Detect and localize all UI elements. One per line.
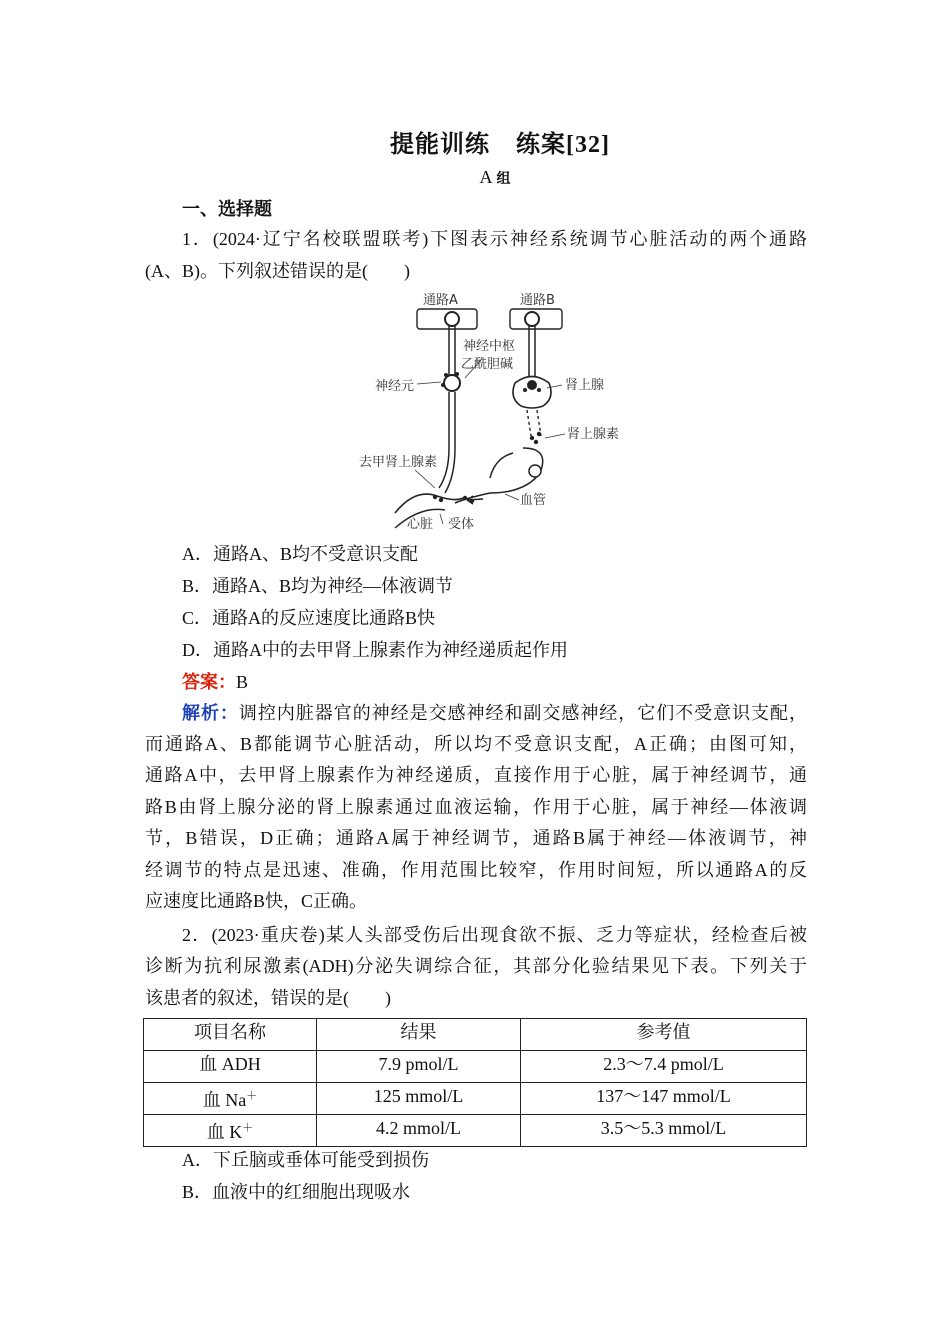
receptor-dot — [433, 495, 437, 499]
q2-option-a: A．下丘脑或垂体可能受到损伤 — [182, 1150, 429, 1170]
vesicle — [455, 372, 459, 376]
table-header: 项目名称 — [144, 1019, 317, 1051]
table-cell-item: 血 Na＋ — [144, 1083, 317, 1115]
section-heading: 一、选择题 — [182, 199, 272, 219]
nerve-pathway-diagram — [355, 288, 635, 534]
table-cell-item: 血 K＋ — [144, 1115, 317, 1147]
answer-value: B — [236, 672, 249, 692]
lab-results-table — [143, 1018, 807, 1147]
table-header-row — [144, 1019, 807, 1051]
label-heart: 心脏 — [407, 517, 434, 532]
analysis-line: 经调节的特点是迅速、准确，作用范围比较窄，作用时间短，所以通路A的反 — [145, 860, 807, 880]
table-cell-result: 7.9 pmol/L — [317, 1051, 521, 1083]
vesicle — [441, 383, 445, 387]
table-cell-result: 4.2 mmol/L — [317, 1115, 521, 1147]
leader-line — [417, 382, 441, 384]
label-acetylcholine: 乙酰胆碱 — [461, 357, 514, 372]
group-label: A 组 — [479, 167, 511, 187]
analysis-line: 解析：调控内脏器官的神经是交感神经和副交感神经，它们不受意识支配， — [182, 703, 807, 723]
vessel-section — [529, 465, 541, 477]
page-title: 提能训练 练案[32] — [390, 132, 610, 158]
leader-line — [505, 494, 519, 500]
q2-stem-line: 诊断为抗利尿激素(ADH)分泌失调综合征，其部分化验结果见下表。下列关于 — [145, 956, 807, 976]
label-receptor: 受体 — [448, 517, 475, 532]
table-header: 参考值 — [521, 1019, 807, 1051]
leader-line — [415, 470, 435, 488]
analysis-line: 路B由肾上腺分泌的肾上腺素通过血液运输，作用于心脏，属于神经—体液调 — [145, 797, 807, 817]
neuron-body-a — [445, 312, 459, 326]
axon-a-lower — [439, 392, 455, 493]
receptor-dot — [463, 496, 467, 500]
label-adrenaline: 肾上腺素 — [567, 427, 620, 442]
table-row — [144, 1051, 807, 1083]
label-pathway-a: 通路A — [423, 293, 458, 308]
label-blood-vessel: 血管 — [520, 493, 547, 508]
table-cell-reference: 137～147 mmol/L — [521, 1083, 807, 1115]
vesicle — [523, 388, 527, 392]
synapse-b — [527, 380, 537, 390]
axon-a-upper — [449, 326, 455, 378]
analysis-line: 而通路A、B都能调节心脏活动，所以均不受意识支配，A正确；由图可知， — [145, 734, 807, 754]
label-nerve-center: 神经中枢 — [463, 339, 516, 354]
q1-option-b: B．通路A、B均为神经—体液调节 — [182, 576, 454, 596]
analysis-line: 应速度比通路B快，C正确。 — [145, 891, 368, 911]
analysis-line: 通路A中，去甲肾上腺素作为神经递质，直接作用于心脏，属于神经调节，通 — [145, 765, 807, 785]
leader-line — [545, 434, 565, 438]
table-cell-reference: 3.5～5.3 mmol/L — [521, 1115, 807, 1147]
q1-stem-line: (A、B)。下列叙述错误的是( ) — [145, 261, 410, 281]
q2-option-b: B．血液中的红细胞出现吸水 — [182, 1182, 411, 1202]
receptor-dot — [439, 498, 443, 502]
label-noradrenaline: 去甲肾上腺素 — [359, 455, 438, 470]
q1-option-d: D．通路A中的去甲肾上腺素作为神经递质起作用 — [182, 640, 568, 660]
q1-answer — [182, 670, 807, 694]
q1-option-a: A．通路A、B均不受意识支配 — [182, 544, 419, 564]
table-cell-result: 125 mmol/L — [317, 1083, 521, 1115]
leader-line — [440, 514, 443, 524]
q2-stem-line: 2．(2023·重庆卷)某人头部受伤后出现食欲不振、乏力等症状，经检查后被 — [182, 925, 807, 945]
table-row — [144, 1115, 807, 1147]
table-header: 结果 — [317, 1019, 521, 1051]
label-pathway-b: 通路B — [520, 293, 555, 308]
table-row — [144, 1083, 807, 1115]
table-cell-reference: 2.3～7.4 pmol/L — [521, 1051, 807, 1083]
vesicle — [444, 373, 448, 377]
table-cell-item: 血 ADH — [144, 1051, 317, 1083]
neuron-body-b — [525, 312, 539, 326]
analysis-label: 解析： — [182, 703, 239, 723]
hormone-dot — [534, 440, 538, 444]
label-neuron: 神经元 — [375, 379, 415, 394]
q1-stem-line: 1．(2024·辽宁名校联盟联考)下图表示神经系统调节心脏活动的两个通路 — [182, 229, 807, 249]
blood-vessel-path — [490, 453, 513, 478]
q2-stem-line: 该患者的叙述，错误的是( ) — [145, 988, 391, 1008]
hormone-dot — [530, 436, 534, 440]
hormone-dot — [537, 432, 541, 436]
axon-b — [529, 326, 535, 383]
answer-label: 答案： — [182, 672, 236, 692]
label-adrenal-gland: 肾上腺 — [565, 378, 605, 393]
q1-option-c: C．通路A的反应速度比通路B快 — [182, 608, 436, 628]
analysis-line: 节，B错误，D正确；通路A属于神经调节，通路B属于神经—体液调节，神 — [145, 828, 807, 848]
vesicle — [537, 388, 541, 392]
synapse-a — [444, 375, 460, 391]
